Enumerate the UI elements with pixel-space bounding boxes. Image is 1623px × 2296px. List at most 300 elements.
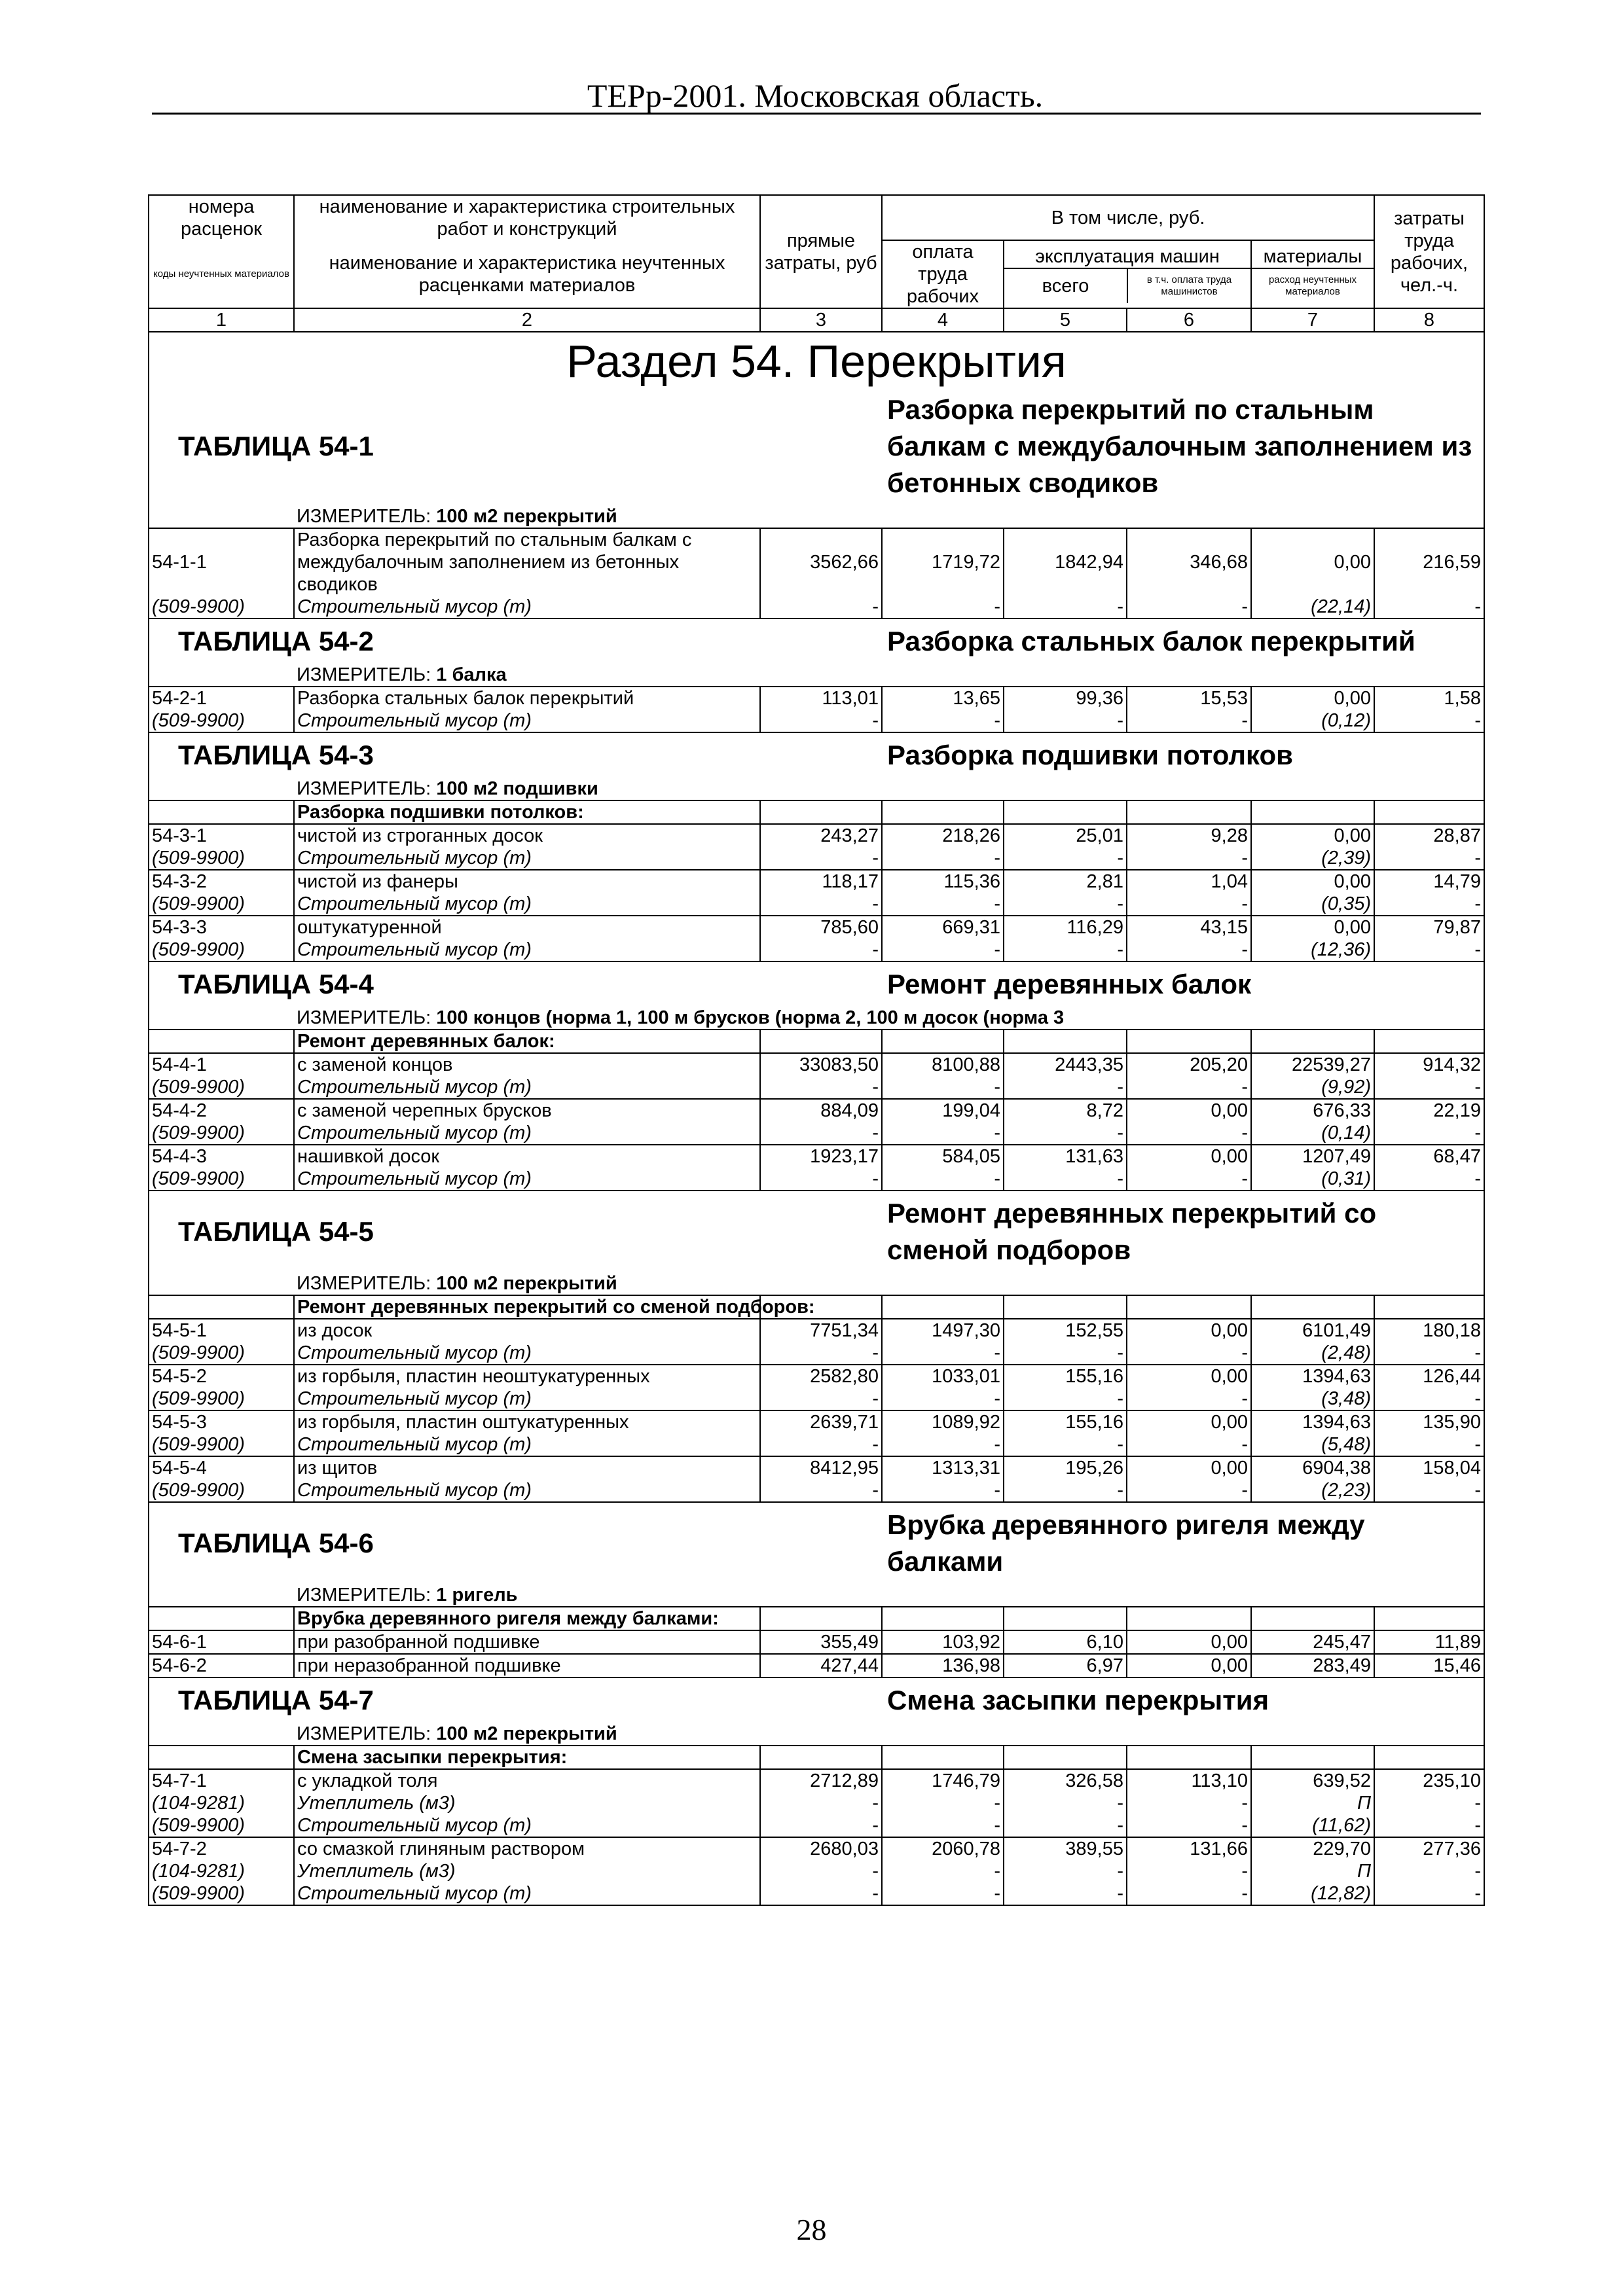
table-title: Врубка деревянного ригеля между балками bbox=[882, 1502, 1484, 1584]
materials-cost: 0,00 bbox=[1251, 528, 1374, 596]
machines-cost: 195,26 bbox=[1004, 1456, 1127, 1479]
row-code: (509-9900) bbox=[149, 1433, 294, 1456]
row-code: 54-7-2 bbox=[149, 1837, 294, 1860]
direct-cost: - bbox=[760, 1882, 882, 1905]
group-empty-cell bbox=[1004, 1295, 1127, 1319]
machines-wage: 0,00 bbox=[1127, 1099, 1251, 1122]
direct-cost: 355,49 bbox=[760, 1630, 882, 1654]
machines-wage: - bbox=[1127, 1882, 1251, 1905]
wage-cost: 115,36 bbox=[882, 870, 1004, 893]
materials-cost: 22539,27 bbox=[1251, 1053, 1374, 1076]
rate-row bbox=[149, 1099, 1484, 1122]
table-title: Разборка подшивки потолков bbox=[882, 732, 1484, 778]
measure-value: 100 м2 перекрытий bbox=[436, 1723, 617, 1744]
group-title: Разборка подшивки потолков: bbox=[294, 800, 760, 824]
direct-cost: 785,60 bbox=[760, 916, 882, 939]
machines-cost: 2,81 bbox=[1004, 870, 1127, 893]
group-row bbox=[149, 800, 1484, 824]
direct-cost: 243,27 bbox=[760, 824, 882, 847]
row-code: (509-9900) bbox=[149, 709, 294, 732]
machines-wage: - bbox=[1127, 1433, 1251, 1456]
table-heading-row bbox=[149, 1677, 1484, 1723]
machines-wage: 15,53 bbox=[1127, 687, 1251, 709]
row-code: (509-9900) bbox=[149, 939, 294, 961]
table-heading-row bbox=[149, 619, 1484, 664]
measure-spacer bbox=[149, 1272, 294, 1295]
wage-cost: - bbox=[882, 1479, 1004, 1502]
machines-wage: - bbox=[1127, 596, 1251, 619]
materials-cost: 245,47 bbox=[1251, 1630, 1374, 1654]
measure-cell bbox=[294, 505, 1484, 528]
row-code: 54-5-4 bbox=[149, 1456, 294, 1479]
machines-cost: 8,72 bbox=[1004, 1099, 1127, 1122]
group-code-cell bbox=[149, 800, 294, 824]
measure-cell bbox=[294, 1584, 1484, 1607]
machines-cost: 155,16 bbox=[1004, 1410, 1127, 1433]
measure-value: 100 м2 перекрытий bbox=[436, 506, 617, 527]
material-row bbox=[149, 1168, 1484, 1191]
page-header-title: ТЕРр-2001. Московская область. bbox=[587, 77, 1044, 114]
row-name: при неразобранной подшивке bbox=[294, 1654, 760, 1677]
materials-cost: П bbox=[1251, 1792, 1374, 1814]
table-id: ТАБЛИЦА 54-3 bbox=[149, 732, 882, 778]
labor-cost: - bbox=[1374, 1479, 1484, 1502]
row-code: 54-6-2 bbox=[149, 1654, 294, 1677]
measure-label: ИЗМЕРИТЕЛЬ: bbox=[297, 664, 431, 685]
labor-cost: - bbox=[1374, 1168, 1484, 1191]
machines-cost: 2443,35 bbox=[1004, 1053, 1127, 1076]
direct-cost: 118,17 bbox=[760, 870, 882, 893]
machines-cost: - bbox=[1004, 596, 1127, 619]
row-name: из горбыля, пластин неоштукатуренных bbox=[294, 1365, 760, 1388]
labor-cost: 22,19 bbox=[1374, 1099, 1484, 1122]
direct-cost: - bbox=[760, 893, 882, 916]
measure-label: ИЗМЕРИТЕЛЬ: bbox=[297, 1007, 431, 1028]
wage-cost: 2060,78 bbox=[882, 1837, 1004, 1860]
measure-row bbox=[149, 1723, 1484, 1746]
wage-cost: 1089,92 bbox=[882, 1410, 1004, 1433]
group-empty-cell bbox=[1251, 1295, 1374, 1319]
machines-wage: - bbox=[1127, 1168, 1251, 1191]
materials-cost: (5,48) bbox=[1251, 1433, 1374, 1456]
row-code: 54-7-1 bbox=[149, 1769, 294, 1792]
machines-wage-header: в т.ч. оплата труда машинистов bbox=[1146, 274, 1232, 297]
machines-cost: - bbox=[1004, 1168, 1127, 1191]
material-row bbox=[149, 1076, 1484, 1099]
wage-cost: 8100,88 bbox=[882, 1053, 1004, 1076]
table-heading-row bbox=[149, 1502, 1484, 1584]
table-title: Смена засыпки перекрытия bbox=[882, 1677, 1484, 1723]
direct-cost: - bbox=[760, 939, 882, 961]
table-heading-row bbox=[149, 387, 1484, 505]
materials-cost: (0,31) bbox=[1251, 1168, 1374, 1191]
machines-cost: - bbox=[1004, 1122, 1127, 1145]
group-empty-cell bbox=[760, 800, 882, 824]
materials-cost: (0,35) bbox=[1251, 893, 1374, 916]
material-row bbox=[149, 1479, 1484, 1502]
machines-cost: 155,16 bbox=[1004, 1365, 1127, 1388]
machines-wage: - bbox=[1127, 1122, 1251, 1145]
col-number-5: 5 bbox=[1004, 308, 1127, 332]
machines-cost: - bbox=[1004, 1433, 1127, 1456]
machines-cost: - bbox=[1004, 1860, 1127, 1882]
machines-cost: - bbox=[1004, 709, 1127, 732]
machines-wage: 0,00 bbox=[1127, 1630, 1251, 1654]
rate-row bbox=[149, 1769, 1484, 1792]
row-name: Утеплитель (м3) bbox=[294, 1792, 760, 1814]
col-number-1: 1 bbox=[149, 308, 294, 332]
materials-cost: (2,23) bbox=[1251, 1479, 1374, 1502]
machines-wage: 0,00 bbox=[1127, 1654, 1251, 1677]
col2-header-bottom: наименование и характеристика неучтенных расценками материалов bbox=[294, 240, 760, 308]
materials-cost: 0,00 bbox=[1251, 916, 1374, 939]
col-number-7: 7 bbox=[1251, 308, 1374, 332]
col3-header: прямые затраты, руб bbox=[760, 195, 882, 308]
measure-value: 1 ригель bbox=[436, 1585, 518, 1605]
labor-cost: 135,90 bbox=[1374, 1410, 1484, 1433]
measure-cell bbox=[294, 1007, 1484, 1030]
col1-header-top: номера расценок bbox=[149, 195, 294, 240]
row-name: при разобранной подшивке bbox=[294, 1630, 760, 1654]
table-id: ТАБЛИЦА 54-6 bbox=[149, 1502, 882, 1584]
table-id: ТАБЛИЦА 54-1 bbox=[149, 387, 882, 505]
row-code: (509-9900) bbox=[149, 1479, 294, 1502]
row-code: 54-3-3 bbox=[149, 916, 294, 939]
section-title: Раздел 54. Перекрытия bbox=[149, 332, 1484, 387]
materials-cost: (9,92) bbox=[1251, 1076, 1374, 1099]
wage-cost: 218,26 bbox=[882, 824, 1004, 847]
machines-cost: 389,55 bbox=[1004, 1837, 1127, 1860]
wage-cost: 199,04 bbox=[882, 1099, 1004, 1122]
materials-cost: (0,12) bbox=[1251, 709, 1374, 732]
row-name: Строительный мусор (т) bbox=[294, 1882, 760, 1905]
group-title: Ремонт деревянных балок: bbox=[294, 1030, 760, 1053]
materials-cost: 0,00 bbox=[1251, 870, 1374, 893]
wage-cost: - bbox=[882, 1814, 1004, 1837]
labor-cost: - bbox=[1374, 847, 1484, 870]
group-row bbox=[149, 1607, 1484, 1630]
row-name: из досок bbox=[294, 1319, 760, 1342]
group-empty-cell bbox=[882, 1030, 1004, 1053]
wage-cost: - bbox=[882, 1433, 1004, 1456]
measure-value: 100 м2 подшивки bbox=[436, 778, 598, 799]
labor-cost: - bbox=[1374, 1433, 1484, 1456]
row-code: 54-5-2 bbox=[149, 1365, 294, 1388]
wage-cost: - bbox=[882, 1792, 1004, 1814]
row-code: 54-6-1 bbox=[149, 1630, 294, 1654]
machines-wage: 0,00 bbox=[1127, 1456, 1251, 1479]
materials-cost: 1207,49 bbox=[1251, 1145, 1374, 1168]
group-empty-cell bbox=[1004, 1607, 1127, 1630]
rate-row bbox=[149, 1053, 1484, 1076]
machines-wage: 0,00 bbox=[1127, 1319, 1251, 1342]
direct-cost: 113,01 bbox=[760, 687, 882, 709]
page-number: 28 bbox=[796, 2213, 827, 2246]
measure-row bbox=[149, 1584, 1484, 1607]
group-empty-cell bbox=[1004, 1746, 1127, 1769]
machines-cost: 116,29 bbox=[1004, 916, 1127, 939]
measure-label: ИЗМЕРИТЕЛЬ: bbox=[297, 778, 431, 799]
col1-header-bottom: коды неучтенных материалов bbox=[149, 240, 294, 308]
including-header: В том числе, руб. bbox=[882, 195, 1374, 240]
materials-cost: (2,39) bbox=[1251, 847, 1374, 870]
table-title: Разборка стальных балок перекрытий bbox=[882, 619, 1484, 664]
materials-cost: П bbox=[1251, 1860, 1374, 1882]
group-empty-cell bbox=[1251, 800, 1374, 824]
machines-wage: - bbox=[1127, 1342, 1251, 1365]
machines-cost: 6,10 bbox=[1004, 1630, 1127, 1654]
row-code: 54-3-2 bbox=[149, 870, 294, 893]
labor-cost: - bbox=[1374, 1814, 1484, 1837]
group-empty-cell bbox=[1127, 1607, 1251, 1630]
wage-cost: - bbox=[882, 893, 1004, 916]
machines-wage: - bbox=[1127, 1388, 1251, 1410]
rate-row bbox=[149, 687, 1484, 709]
wage-cost: - bbox=[882, 1168, 1004, 1191]
row-name: с укладкой толя bbox=[294, 1769, 760, 1792]
row-code: (509-9900) bbox=[149, 1882, 294, 1905]
machines-wage: - bbox=[1127, 893, 1251, 916]
group-row bbox=[149, 1030, 1484, 1053]
group-empty-cell bbox=[1374, 1295, 1484, 1319]
col-number-2: 2 bbox=[294, 308, 760, 332]
labor-cost: - bbox=[1374, 596, 1484, 619]
row-name: Строительный мусор (т) bbox=[294, 709, 760, 732]
material-row bbox=[149, 1122, 1484, 1145]
materials-cost: 1394,63 bbox=[1251, 1410, 1374, 1433]
labor-cost: 1,58 bbox=[1374, 687, 1484, 709]
materials-sub-header: расход неучтенных материалов bbox=[1268, 274, 1357, 297]
group-title: Ремонт деревянных перекрытий со сменой подборов: bbox=[294, 1295, 760, 1319]
materials-cost: (11,62) bbox=[1251, 1814, 1374, 1837]
measure-value: 100 м2 перекрытий bbox=[436, 1273, 617, 1294]
machines-wage: 0,00 bbox=[1127, 1365, 1251, 1388]
materials-cost: 283,49 bbox=[1251, 1654, 1374, 1677]
row-code: 54-1-1 bbox=[149, 528, 294, 596]
measure-label: ИЗМЕРИТЕЛЬ: bbox=[297, 1585, 431, 1605]
machines-cost: - bbox=[1004, 893, 1127, 916]
col-number-6: 6 bbox=[1127, 308, 1251, 332]
machines-cost: 131,63 bbox=[1004, 1145, 1127, 1168]
measure-spacer bbox=[149, 1584, 294, 1607]
wage-cost: 1746,79 bbox=[882, 1769, 1004, 1792]
labor-cost: - bbox=[1374, 1792, 1484, 1814]
wage-cost: - bbox=[882, 596, 1004, 619]
wage-cost: - bbox=[882, 1388, 1004, 1410]
machines-wage: 0,00 bbox=[1127, 1410, 1251, 1433]
material-row bbox=[149, 709, 1484, 732]
labor-header: затраты труда рабочих, чел.-ч. bbox=[1374, 195, 1484, 308]
rate-row bbox=[149, 870, 1484, 893]
materials-cost: (3,48) bbox=[1251, 1388, 1374, 1410]
machines-cost: - bbox=[1004, 1076, 1127, 1099]
materials-cost: (2,48) bbox=[1251, 1342, 1374, 1365]
labor-cost: - bbox=[1374, 893, 1484, 916]
rate-row bbox=[149, 1654, 1484, 1677]
row-code: 54-4-1 bbox=[149, 1053, 294, 1076]
row-code: 54-4-2 bbox=[149, 1099, 294, 1122]
group-empty-cell bbox=[1127, 1030, 1251, 1053]
row-code: 54-3-1 bbox=[149, 824, 294, 847]
labor-cost: 15,46 bbox=[1374, 1654, 1484, 1677]
column-numbers-row bbox=[149, 308, 1484, 332]
measure-label: ИЗМЕРИТЕЛЬ: bbox=[297, 1273, 431, 1294]
table-id: ТАБЛИЦА 54-2 bbox=[149, 619, 882, 664]
row-name: Строительный мусор (т) bbox=[294, 939, 760, 961]
labor-cost: - bbox=[1374, 1860, 1484, 1882]
direct-cost: 2680,03 bbox=[760, 1837, 882, 1860]
direct-cost: - bbox=[760, 1814, 882, 1837]
col-number-3: 3 bbox=[760, 308, 882, 332]
rate-row bbox=[149, 1319, 1484, 1342]
measure-row bbox=[149, 664, 1484, 687]
measure-spacer bbox=[149, 778, 294, 800]
group-empty-cell bbox=[1374, 1607, 1484, 1630]
direct-cost: - bbox=[760, 1342, 882, 1365]
measure-row bbox=[149, 1007, 1484, 1030]
labor-cost: - bbox=[1374, 1342, 1484, 1365]
col2-header-top: наименование и характеристика строительных работ и конструкций bbox=[294, 195, 760, 240]
measure-spacer bbox=[149, 664, 294, 687]
measure-spacer bbox=[149, 1723, 294, 1746]
machines-wage: - bbox=[1127, 847, 1251, 870]
group-code-cell bbox=[149, 1607, 294, 1630]
group-empty-cell bbox=[1374, 1746, 1484, 1769]
wage-cost: - bbox=[882, 1342, 1004, 1365]
wage-cost: 1313,31 bbox=[882, 1456, 1004, 1479]
machines-wage: 43,15 bbox=[1127, 916, 1251, 939]
row-name: Строительный мусор (т) bbox=[294, 1342, 760, 1365]
labor-cost: 28,87 bbox=[1374, 824, 1484, 847]
row-name: Строительный мусор (т) bbox=[294, 1814, 760, 1837]
row-name: чистой из строганных досок bbox=[294, 824, 760, 847]
col-number-8: 8 bbox=[1374, 308, 1484, 332]
row-name: Строительный мусор (т) bbox=[294, 596, 760, 619]
machines-wage: - bbox=[1127, 1792, 1251, 1814]
row-name: Строительный мусор (т) bbox=[294, 1479, 760, 1502]
table-id: ТАБЛИЦА 54-5 bbox=[149, 1191, 882, 1272]
row-code: (509-9900) bbox=[149, 596, 294, 619]
group-empty-cell bbox=[760, 1030, 882, 1053]
row-code: (509-9900) bbox=[149, 1814, 294, 1837]
row-code: 54-5-3 bbox=[149, 1410, 294, 1433]
labor-cost: 216,59 bbox=[1374, 528, 1484, 596]
measure-row bbox=[149, 505, 1484, 528]
row-name: Строительный мусор (т) bbox=[294, 847, 760, 870]
row-code: (509-9900) bbox=[149, 1342, 294, 1365]
direct-cost: 2712,89 bbox=[760, 1769, 882, 1792]
row-code: (509-9900) bbox=[149, 1388, 294, 1410]
measure-value: 100 концов (норма 1, 100 м брусков (норма 2, 100 м досок (норма 3 bbox=[436, 1007, 1065, 1028]
group-empty-cell bbox=[1127, 1295, 1251, 1319]
rate-row bbox=[149, 1145, 1484, 1168]
row-code: 54-4-3 bbox=[149, 1145, 294, 1168]
wage-header: оплата труда рабочих bbox=[882, 240, 1004, 308]
measure-row bbox=[149, 1272, 1484, 1295]
direct-cost: - bbox=[760, 1122, 882, 1145]
rate-row bbox=[149, 916, 1484, 939]
group-empty-cell bbox=[1251, 1746, 1374, 1769]
wage-cost: 1719,72 bbox=[882, 528, 1004, 596]
materials-cost: 229,70 bbox=[1251, 1837, 1374, 1860]
row-name: с заменой концов bbox=[294, 1053, 760, 1076]
measure-spacer bbox=[149, 505, 294, 528]
material-row bbox=[149, 1882, 1484, 1905]
row-code: 54-2-1 bbox=[149, 687, 294, 709]
machines-cost: 99,36 bbox=[1004, 687, 1127, 709]
group-code-cell bbox=[149, 1030, 294, 1053]
row-code: (509-9900) bbox=[149, 1168, 294, 1191]
group-empty-cell bbox=[760, 1607, 882, 1630]
material-row bbox=[149, 893, 1484, 916]
direct-cost: 33083,50 bbox=[760, 1053, 882, 1076]
machines-wage: - bbox=[1127, 939, 1251, 961]
material-row bbox=[149, 1814, 1484, 1837]
direct-cost: - bbox=[760, 1860, 882, 1882]
measure-cell bbox=[294, 778, 1484, 800]
materials-cost: 676,33 bbox=[1251, 1099, 1374, 1122]
direct-cost: 2639,71 bbox=[760, 1410, 882, 1433]
wage-cost: 1497,30 bbox=[882, 1319, 1004, 1342]
rate-row bbox=[149, 1365, 1484, 1388]
row-name: Утеплитель (м3) bbox=[294, 1860, 760, 1882]
materials-cost: 6101,49 bbox=[1251, 1319, 1374, 1342]
machines-wage: 131,66 bbox=[1127, 1837, 1251, 1860]
machines-cost: - bbox=[1004, 1882, 1127, 1905]
materials-cost: 1394,63 bbox=[1251, 1365, 1374, 1388]
row-name: Строительный мусор (т) bbox=[294, 893, 760, 916]
row-name: с заменой черепных брусков bbox=[294, 1099, 760, 1122]
row-name: Строительный мусор (т) bbox=[294, 1122, 760, 1145]
group-title: Смена засыпки перекрытия: bbox=[294, 1746, 760, 1769]
material-row bbox=[149, 1860, 1484, 1882]
machines-subheaders bbox=[1004, 269, 1250, 303]
direct-cost: - bbox=[760, 1388, 882, 1410]
materials-cost: (12,36) bbox=[1251, 939, 1374, 961]
machines-cost: - bbox=[1004, 1814, 1127, 1837]
materials-cost: 0,00 bbox=[1251, 687, 1374, 709]
group-empty-cell bbox=[1127, 1746, 1251, 1769]
machines-wage: - bbox=[1127, 1076, 1251, 1099]
labor-cost: 277,36 bbox=[1374, 1837, 1484, 1860]
table-heading-row bbox=[149, 732, 1484, 778]
row-code: (509-9900) bbox=[149, 1076, 294, 1099]
row-name: Разборка стальных балок перекрытий bbox=[294, 687, 760, 709]
wage-cost: - bbox=[882, 709, 1004, 732]
measure-value: 1 балка bbox=[436, 664, 507, 685]
wage-cost: - bbox=[882, 1882, 1004, 1905]
rates-table-body bbox=[149, 195, 1484, 1905]
machines-cost: - bbox=[1004, 1342, 1127, 1365]
measure-cell bbox=[294, 1723, 1484, 1746]
measure-spacer bbox=[149, 1007, 294, 1030]
machines-cost: 326,58 bbox=[1004, 1769, 1127, 1792]
machines-cost: - bbox=[1004, 1388, 1127, 1410]
row-code: (509-9900) bbox=[149, 893, 294, 916]
table-title: Ремонт деревянных перекрытий со сменой подборов bbox=[882, 1191, 1484, 1272]
row-name: из горбыля, пластин оштукатуренных bbox=[294, 1410, 760, 1433]
material-row bbox=[149, 1342, 1484, 1365]
wage-cost: 13,65 bbox=[882, 687, 1004, 709]
wage-cost: 584,05 bbox=[882, 1145, 1004, 1168]
group-empty-cell bbox=[882, 1295, 1004, 1319]
wage-cost: 136,98 bbox=[882, 1654, 1004, 1677]
wage-cost: 669,31 bbox=[882, 916, 1004, 939]
group-title: Врубка деревянного ригеля между балками: bbox=[294, 1607, 760, 1630]
materials-cost: 0,00 bbox=[1251, 824, 1374, 847]
rate-row bbox=[149, 1837, 1484, 1860]
wage-cost: - bbox=[882, 1860, 1004, 1882]
